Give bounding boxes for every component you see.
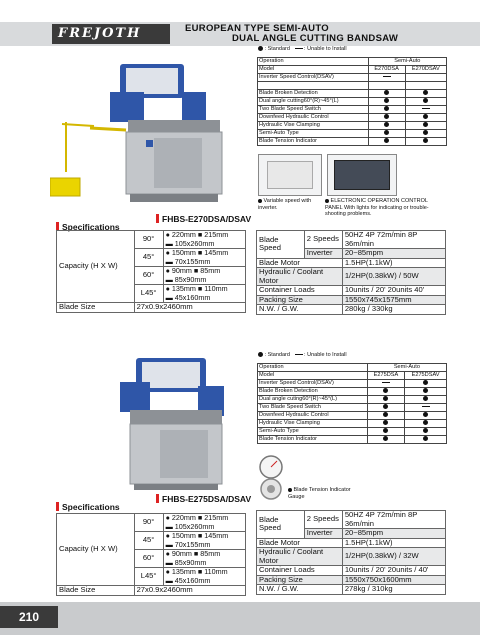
blade-size-value: 27x0.9x2460mm [134,586,245,596]
spec-row [57,514,246,532]
perf-row [257,566,446,576]
standard-dot-icon [423,388,428,393]
perf-row-speed [257,231,446,249]
capacity-round: ● 150mm ■ 145mm [165,531,229,540]
title-line-2: DUAL ANGLE CUTTING BANDSAW [232,33,399,44]
standard-dot-icon [383,404,388,409]
feature-label: Dual angle cutting60°(R)~45°(L) [258,98,369,106]
feature-cell [368,90,405,98]
title-line-1: EUROPEAN TYPE SEMI-AUTO [185,23,329,34]
standard-dot-icon [423,380,428,385]
perf-label: Packing Size [257,295,343,305]
spec-heading-1: Specifications [56,222,120,232]
feature-cell [368,98,405,106]
spec-model-2: FHBS-E275DSA/DSAV [156,494,251,504]
angle-cell: 45° [134,249,163,267]
two-speeds-label: 2 Speeds [304,511,342,529]
capacity-value-cell [163,267,245,285]
standard-dot-icon [423,130,428,135]
perf-row [257,585,446,595]
inverter-label: Inverter [304,249,342,259]
perf-value: 1550x745x1575mm [342,295,445,305]
standard-dot-icon [383,428,388,433]
feature-cell [367,436,404,444]
feature-label: Model [258,372,368,380]
feature-row [258,138,447,146]
two-speeds-value: 50HZ 4P 72m/min 8P 36m/min [342,231,445,249]
unable-dash-icon [422,406,430,407]
capacity-value-cell [163,514,245,532]
feature-cell [405,130,446,138]
feature-cell [368,114,405,122]
feature-label [258,82,369,90]
angle-cell: L45° [134,285,163,303]
capacity-rect: ▬ 70x155mm [165,256,211,266]
feature-row [258,388,447,396]
feature-label: Semi-Auto Type [258,428,368,436]
perf-value: 280kg / 330kg [342,305,445,315]
feature-cell [405,420,447,428]
standard-dot-icon [423,436,428,441]
standard-dot-icon [384,90,389,95]
capacity-rect: ▬ 45x160mm [165,575,211,585]
spec-model-1: FHBS-E270DSA/DSAV [156,214,251,224]
performance-table-1 [256,230,446,315]
two-speeds-label: 2 Speeds [304,231,342,249]
spec-row-blade-size [57,303,246,313]
standard-dot-icon [383,396,388,401]
feature-row [258,74,447,82]
feature-cell [405,122,446,130]
standard-dot-icon [384,130,389,135]
red-bar-icon [156,214,159,223]
capacity-value-cell [163,568,245,586]
capacity-value-cell [163,249,245,267]
angle-cell: 45° [134,532,163,550]
tension-gauge-image [258,455,284,503]
feature-cell [405,98,446,106]
standard-dot-icon [423,114,428,119]
standard-dot-icon [423,420,428,425]
standard-dot-icon [384,122,389,127]
inverter-value: 20~85mpm [342,529,445,539]
feature-row-model [258,372,447,380]
feature-cell [367,388,404,396]
capacity-label: Capacity (H X W) [57,514,135,586]
standard-dot-icon [423,412,428,417]
feature-cell [367,420,404,428]
feature-operation-value: Semi-Auto [368,58,446,66]
feature-model-cell: E275DSA [367,372,404,380]
standard-dot-icon [384,114,389,119]
standard-dot-icon [383,412,388,417]
spec-table-2 [56,513,246,596]
feature-label: Model [258,66,369,74]
bandsaw-e275-image [100,352,250,492]
feature-row [258,98,447,106]
bullet-icon [258,199,262,203]
perf-row-speed [257,511,446,529]
standard-dot-icon [258,46,263,51]
control-panel-image [327,154,397,196]
feature-label: Blade Tension Indicator [258,138,369,146]
feature-cell [368,130,405,138]
standard-dot-icon [383,420,388,425]
capacity-round: ● 135mm ■ 110mm [165,284,228,293]
feature-row [258,396,447,404]
perf-row [257,286,446,296]
feature-cell [368,138,405,146]
capacity-value-cell [163,532,245,550]
capacity-rect: ▬ 85x90mm [165,274,207,284]
feature-cell [405,138,446,146]
feature-label: Two Blade Speed Switch [258,106,369,114]
feature-table-1 [257,57,447,146]
feature-row [258,428,447,436]
standard-dot-icon [423,428,428,433]
feature-cell [405,90,446,98]
blade-size-label: Blade Size [57,586,135,596]
capacity-round: ● 150mm ■ 145mm [165,248,229,257]
inverter-panel-image [258,154,322,196]
perf-value: 1.5HP(1.1kW) [342,258,445,268]
feature-cell [405,428,447,436]
inverter-label: Inverter [304,529,342,539]
feature-cell [367,380,404,388]
feature-row [258,420,447,428]
feature-cell [368,106,405,114]
feature-label: Downfeed Hydraulic Control [258,412,368,420]
feature-cell [405,380,447,388]
unable-dash-icon [422,108,430,109]
perf-label: Blade Motor [257,258,343,268]
capacity-round: ● 220mm ■ 215mm [165,230,229,239]
capacity-round: ● 90mm ■ 85mm [165,266,221,275]
two-speeds-value: 50HZ 4P 72m/min 8P 36m/min [342,511,445,529]
unable-dash-icon [295,354,303,355]
feature-label: Inverter Speed Control(DSAV) [258,380,368,388]
feature-cell [405,396,447,404]
inverter-value: 20~85mpm [342,249,445,259]
feature-cell [405,404,447,412]
unable-dash-icon [382,382,390,383]
perf-label: Blade Motor [257,538,343,548]
feature-row [258,436,447,444]
perf-row [257,305,446,315]
capacity-rect: ▬ 105x260mm [165,521,215,531]
legend-2: : Standard : Unable to Install [258,352,347,359]
feature-model-cell: E275DSAV [405,372,447,380]
brand-name: FREJOTH [58,26,142,41]
feature-label: Blade Broken Detection [258,90,369,98]
unable-dash-icon [295,48,303,49]
perf-value: 1/2HP(0.38kW) / 50W [342,268,445,286]
feature-label: Semi-Auto Type [258,130,369,138]
capacity-label: Capacity (H X W) [57,231,135,303]
feature-row [258,412,447,420]
feature-operation-value: Semi-Auto [367,364,446,372]
caption-electronic-panel: ELECTRONIC OPERATION CONTROL PANEL With lights for indicating or trouble-shooting problems. [325,198,429,217]
feature-label: Two Blade Speed Switch [258,404,368,412]
blade-speed-label: Blade Speed [257,231,305,259]
standard-dot-icon [384,138,389,143]
feature-cell [405,436,447,444]
feature-row [258,122,447,130]
feature-cell [405,74,446,82]
blade-size-value: 27x0.9x2460mm [134,303,245,313]
feature-cell [368,82,405,90]
feature-label: Operation [258,58,369,66]
feature-label: Downfeed Hydraulic Control [258,114,369,122]
perf-value: 1.5HP(1.1kW) [342,538,445,548]
standard-dot-icon [423,396,428,401]
perf-label: N.W. / G.W. [257,585,343,595]
feature-label: Blade Broken Detection [258,388,368,396]
blade-size-label: Blade Size [57,303,135,313]
angle-cell: 90° [134,231,163,249]
performance-table-2 [256,510,446,595]
spec-heading-2: Specifications [56,502,120,512]
feature-label: Hydraulic Vise Clamping [258,122,369,130]
red-bar-icon [56,502,59,511]
capacity-value-cell [163,285,245,303]
perf-label: Container Loads [257,286,343,296]
feature-row-model [258,66,447,74]
perf-row [257,268,446,286]
feature-cell [405,388,447,396]
blade-speed-label: Blade Speed [257,511,305,539]
standard-dot-icon [383,436,388,441]
capacity-rect: ▬ 70x155mm [165,539,211,549]
unable-dash-icon [383,76,391,77]
spec-table-1 [56,230,246,313]
angle-cell: 60° [134,550,163,568]
feature-cell [405,106,446,114]
capacity-round: ● 220mm ■ 215mm [165,513,229,522]
feature-row-operation [258,364,447,372]
perf-value: 1/2HP(0.38kW) / 32W [342,548,445,566]
feature-cell [405,412,447,420]
perf-value: 10units / 20' 20units / 40' [342,566,445,576]
perf-value: 1550x750x1600mm [342,575,445,585]
perf-value: 278kg / 310kg [342,585,445,595]
capacity-round: ● 135mm ■ 110mm [165,567,228,576]
caption-tension-gauge: Blade Tension Indicator Gauge [288,487,351,500]
bandsaw-e270-image [50,54,250,214]
standard-dot-icon [423,122,428,127]
perf-label: Hydraulic / Coolant Motor [257,548,343,566]
feature-label: Blade Tension Indicator [258,436,368,444]
feature-cell [368,122,405,130]
bullet-icon [288,488,292,492]
feature-row [258,90,447,98]
feature-model-cell: E270DSA [368,66,405,74]
spec-row [57,231,246,249]
feature-model-cell: E270DSAV [405,66,446,74]
standard-dot-icon [423,138,428,143]
feature-cell [405,114,446,122]
angle-cell: 90° [134,514,163,532]
angle-cell: L45° [134,568,163,586]
feature-row [258,380,447,388]
feature-cell [367,396,404,404]
perf-label: Packing Size [257,575,343,585]
perf-value: 10units / 20' 20units 40' [342,286,445,296]
red-bar-icon [156,494,159,503]
capacity-rect: ▬ 85x90mm [165,557,207,567]
perf-label: N.W. / G.W. [257,305,343,315]
capacity-rect: ▬ 105x260mm [165,238,215,248]
feature-cell [367,404,404,412]
feature-cell [367,428,404,436]
bullet-icon [325,199,329,203]
capacity-round: ● 90mm ■ 85mm [165,549,221,558]
spec-row-blade-size [57,586,246,596]
footer-band [0,602,480,635]
feature-row [258,130,447,138]
standard-dot-icon [383,388,388,393]
capacity-rect: ▬ 45x160mm [165,292,211,302]
standard-dot-icon [423,98,428,103]
feature-table-2 [257,363,447,444]
feature-row [258,106,447,114]
standard-dot-icon [258,352,263,357]
feature-cell [405,82,446,90]
angle-cell: 60° [134,267,163,285]
capacity-value-cell [163,231,245,249]
perf-label: Hydraulic / Coolant Motor [257,268,343,286]
feature-row [258,404,447,412]
feature-label: Operation [258,364,368,372]
standard-dot-icon [423,90,428,95]
feature-row [258,82,447,90]
standard-dot-icon [384,106,389,111]
legend-1: : Standard : Unable to Install [258,46,347,53]
perf-row [257,548,446,566]
feature-label: Dual angle cuting60°(R)~45°(L) [258,396,368,404]
feature-row [258,114,447,122]
caption-variable-speed: Variable speed with inverter. [258,198,312,211]
feature-cell [368,74,405,82]
standard-dot-icon [384,98,389,103]
capacity-value-cell [163,550,245,568]
feature-label: Hydraulic Vise Clamping [258,420,368,428]
feature-label: Inverter Speed Control(DSAV) [258,74,369,82]
feature-row-operation [258,58,447,66]
page-number: 210 [0,606,58,628]
feature-cell [367,412,404,420]
perf-label: Container Loads [257,566,343,576]
